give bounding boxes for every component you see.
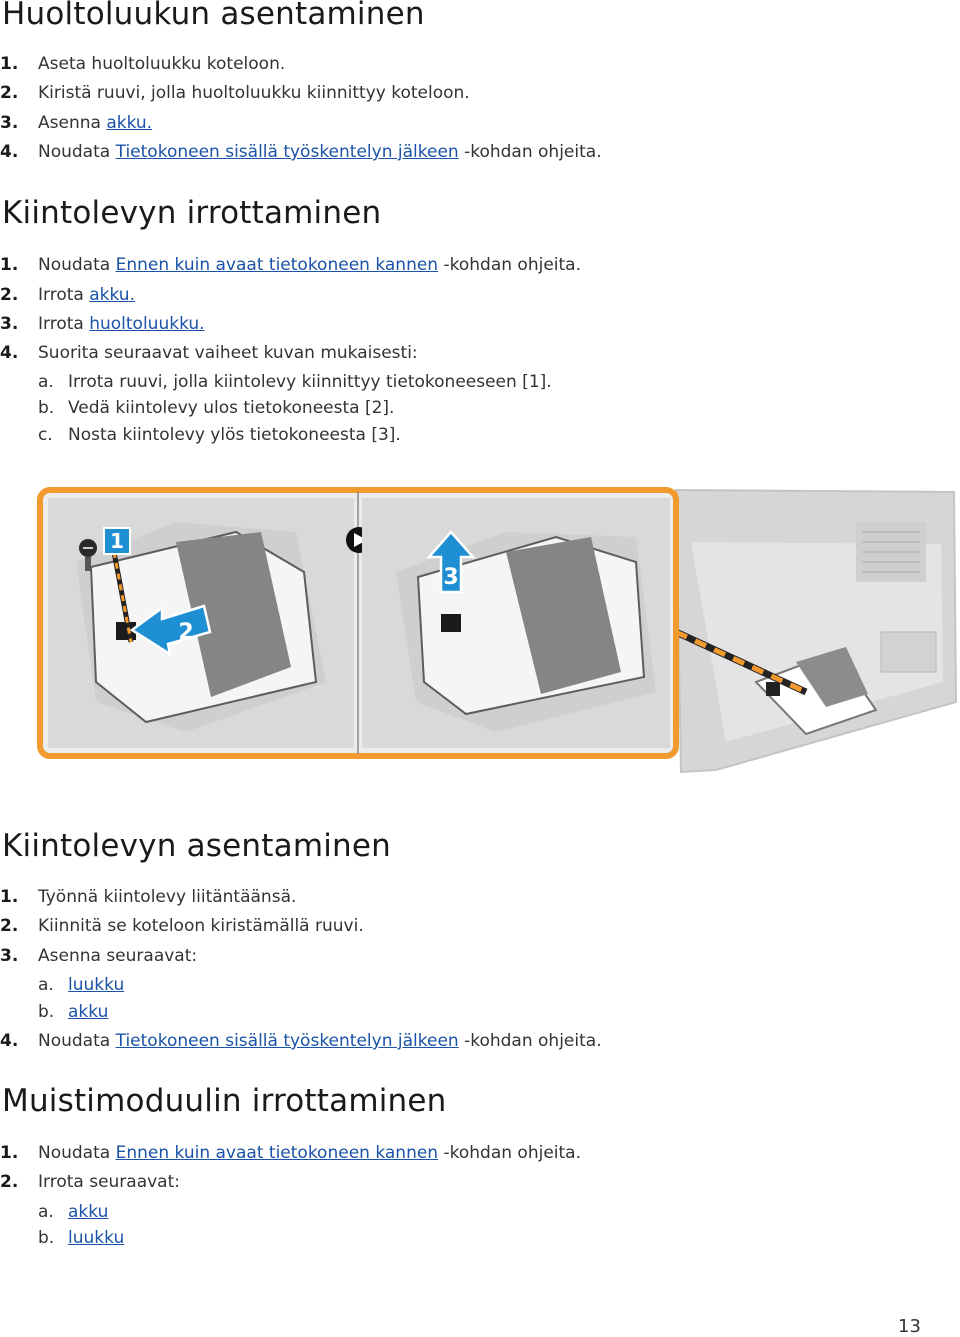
- substep-item: b. Vedä kiintolevy ulos tietokoneesta [2].: [38, 398, 395, 418]
- step-item: 1. Aseta huoltoluukku koteloon.: [0, 54, 286, 74]
- link-door[interactable]: luukku: [68, 975, 125, 995]
- link-battery[interactable]: akku.: [89, 285, 135, 305]
- panel-remove-screw: [48, 498, 354, 748]
- link-before-working-inside[interactable]: Ennen kuin avaat tietokoneen kannen: [115, 1143, 439, 1163]
- substep-item: b. akku: [38, 1002, 109, 1022]
- substep-item: a. akku: [38, 1202, 109, 1222]
- wlan-card: [881, 632, 936, 672]
- link-after-working-inside[interactable]: Tietokoneen sisällä työskentelyn jälkeen: [115, 1031, 459, 1051]
- step-item: 1. Noudata Ennen kuin avaat tietokoneen kannen -kohdan ohjeita.: [0, 255, 581, 275]
- section-title-remove-hard-drive: Kiintolevyn irrottaminen: [2, 195, 382, 231]
- link-battery[interactable]: akku: [68, 1002, 109, 1022]
- callout-2-label: 2: [178, 620, 194, 645]
- step-item: 4. Suorita seuraavat vaiheet kuvan mukaisesti:: [0, 343, 418, 363]
- link-battery[interactable]: akku.: [106, 113, 153, 133]
- step-item: 1. Noudata Ennen kuin avaat tietokoneen kannen -kohdan ohjeita.: [0, 1143, 581, 1163]
- step-item: 4. Noudata Tietokoneen sisällä työskentelyn jälkeen -kohdan ohjeita.: [0, 1031, 602, 1051]
- link-after-working-inside[interactable]: Tietokoneen sisällä työskentelyn jälkeen: [115, 142, 459, 162]
- substep-item: a. Irrota ruuvi, jolla kiintolevy kiinnittyy tietokoneeseen [1].: [38, 372, 552, 392]
- link-before-working-inside[interactable]: Ennen kuin avaat tietokoneen kannen: [115, 255, 439, 275]
- step-item: 3. Irrota huoltoluukku.: [0, 314, 205, 334]
- step-item: 2. Irrota seuraavat:: [0, 1172, 180, 1192]
- callout-1: [104, 528, 130, 554]
- step-item: 2. Kiinnitä se koteloon kiristämällä ruuvi.: [0, 916, 364, 936]
- step-item: 3. Asenna akku.: [0, 113, 153, 133]
- link-door[interactable]: luukku: [68, 1228, 125, 1248]
- substep-item: a. luukku: [38, 975, 125, 995]
- step-item: 3. Asenna seuraavat:: [0, 946, 198, 966]
- section-title-install-hard-drive: Kiintolevyn asentaminen: [2, 828, 391, 864]
- step-item: 4. Noudata Tietokoneen sisällä työskentelyn jälkeen -kohdan ohjeita.: [0, 142, 602, 162]
- callout-1-label: 1: [110, 529, 124, 553]
- substep-item: b. luukku: [38, 1228, 125, 1248]
- section-title-remove-memory-module: Muistimoduulin irrottaminen: [2, 1083, 447, 1119]
- link-service-door[interactable]: huoltoluukku.: [89, 314, 205, 334]
- substep-item: c. Nosta kiintolevy ylös tietokoneesta [3].: [38, 425, 401, 445]
- panel-lift-drive: [362, 498, 670, 748]
- section-title-install-service-door: Huoltoluukun asentaminen: [2, 0, 425, 32]
- step-item: 2. Irrota akku.: [0, 285, 135, 305]
- link-battery[interactable]: akku: [68, 1202, 109, 1222]
- step-item: 2. Kiristä ruuvi, jolla huoltoluukku kiinnittyy koteloon.: [0, 83, 470, 103]
- callout-3-label: 3: [443, 565, 459, 590]
- step-item: 1. Työnnä kiintolevy liitäntäänsä.: [0, 887, 297, 907]
- page-number: 13: [898, 1316, 921, 1337]
- hard-drive-removal-figure: [36, 482, 960, 776]
